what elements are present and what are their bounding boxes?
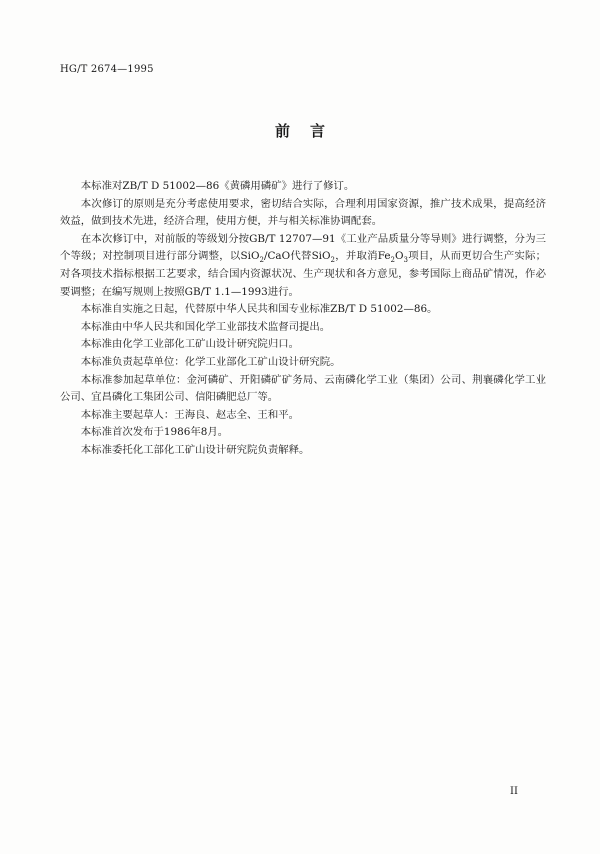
page-title: 前言: [274, 122, 345, 140]
paragraph-drafters: 本标准主要起草人：王海良、赵志全、王和平。: [80, 408, 299, 421]
foreword-body: [60, 178, 546, 460]
paragraph-first-issued: 本标准首次发布于1986年8月。: [80, 426, 229, 439]
paragraph-changes: [60, 231, 546, 301]
page-number: II: [510, 786, 518, 797]
paragraph-proposed-by: 本标准由中华人民共和国化学工业部技术监督司提出。: [80, 320, 331, 333]
subscript-3: 3: [403, 256, 408, 265]
subscript-2: 2: [330, 256, 335, 265]
paragraph-replacement: 本标准自实施之日起，代替原中华人民共和国专业标准ZB/T D 51002—86。: [80, 303, 438, 316]
paragraph-changes-part-e: 项目，从而更切合生产实际；对各项技术指标根据工艺要求，结合国内资源状况、生产现状和各方意见，参考国际上商品矿情况，作必要调整；在编写规则上按照GB/T 1.1—1993进行。: [60, 250, 547, 298]
paragraph-participating-units: 本标准参加起草单位：金河磷矿、开阳磷矿矿务局、云南磷化学工业（集团）公司、荆襄磷化学工业公司、宜昌磷化工集团公司、信阳磷肥总厂等。: [60, 373, 546, 404]
standard-code: HG/T 2674—1995: [60, 64, 154, 75]
subscript-2: 2: [259, 256, 264, 265]
paragraph-interpretation: 本标准委托化工部化工矿山设计研究院负责解释。: [80, 443, 310, 456]
paragraph-drafting-unit: 本标准负责起草单位：化学工业部化工矿山设计研究院。: [80, 355, 341, 368]
paragraph-revision: 本标准对ZB/T D 51002—86《黄磷用磷矿》进行了修订。: [80, 180, 355, 192]
paragraph-centralized-by: 本标准由化学工业部化工矿山设计研究院归口。: [80, 338, 299, 351]
paragraph-changes-part-a: 在本次修订中，对前版的等级划分按GB/T 12707—91《工业产品质量分等导则》进行调整，分为三个等级；对控制项目进行部分调整，以SiO: [60, 232, 546, 263]
paragraph-changes-part-b: /CaO代替SiO: [263, 250, 331, 263]
paragraph-changes-part-d: O: [394, 250, 404, 263]
subscript-2: 2: [390, 256, 395, 265]
paragraph-principle: 本次修订的原则是充分考虑使用要求，密切结合实际，合理利用国家资源，推广技术成果，提高经济效益，做到技术先进，经济合理，使用方便，并与相关标准协调配套。: [60, 197, 546, 228]
paragraph-changes-part-c: ，并取消Fe: [335, 250, 391, 263]
